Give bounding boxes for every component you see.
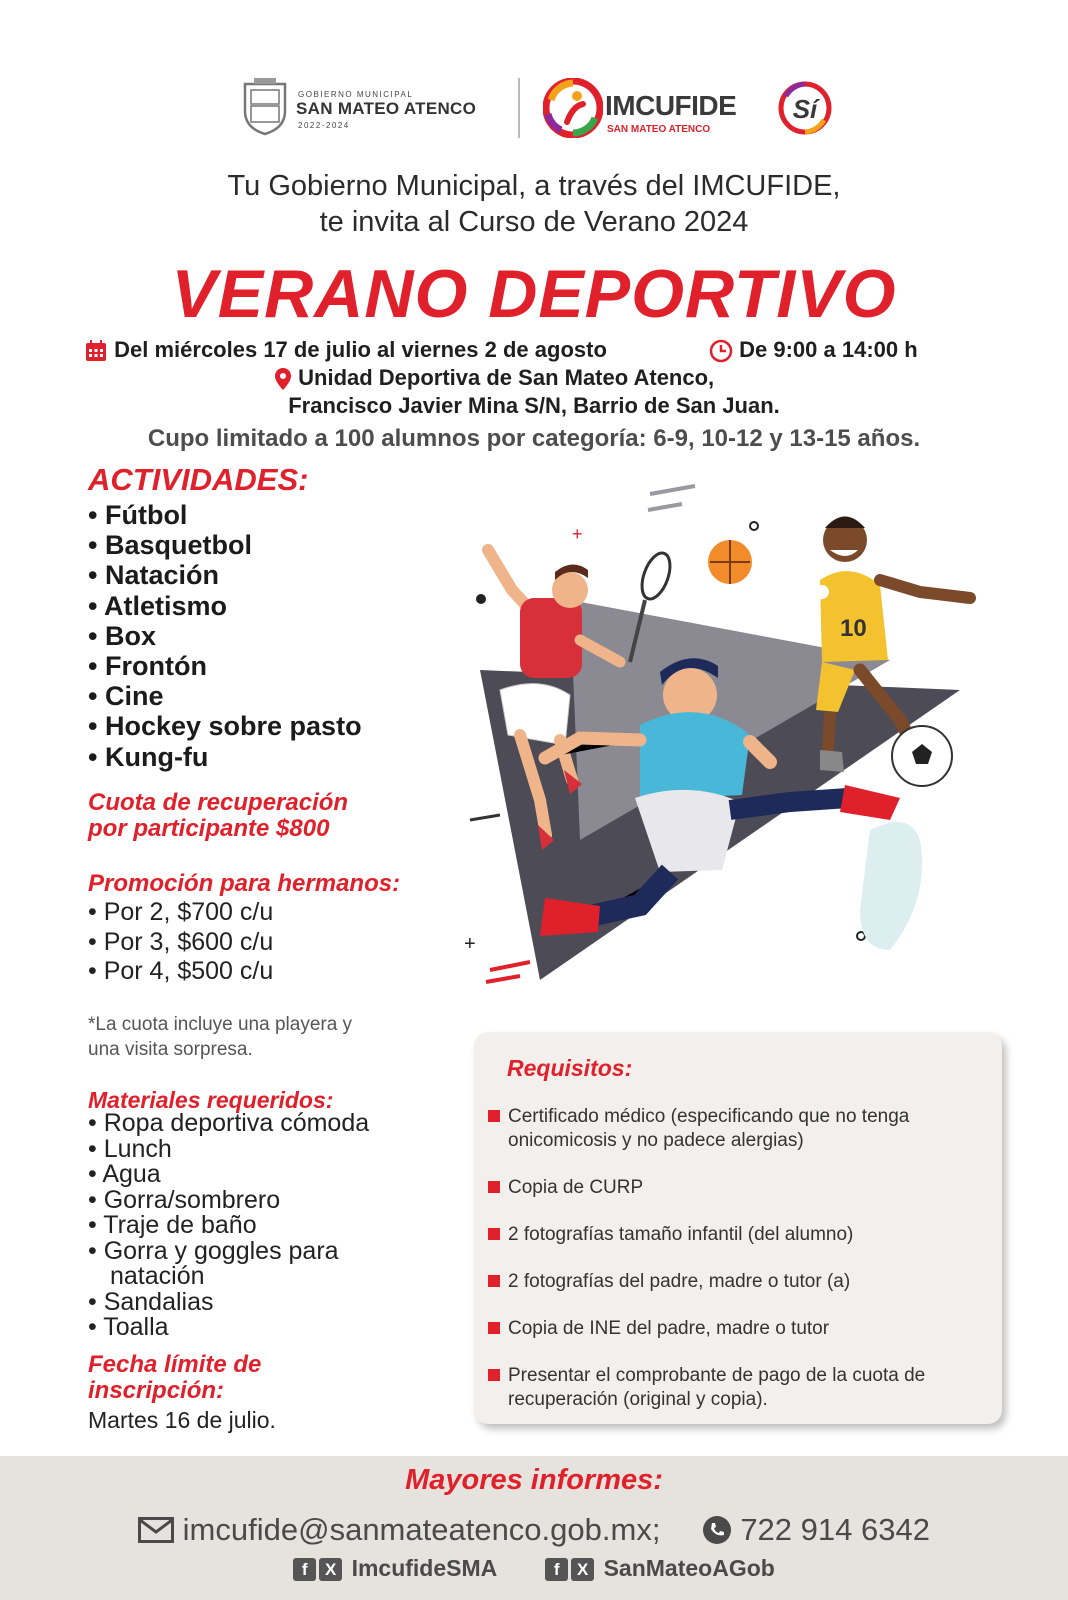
imcufide-logo [543,76,773,140]
contact-row [0,1510,1068,1548]
intro-text [0,168,1068,240]
event-hours-row [709,337,918,363]
list-item [488,1105,988,1153]
requirement-text: 2 fotografías del padre, madre o tutor (a) [508,1271,851,1292]
fee-text [88,790,348,842]
list-item [488,1223,988,1247]
footer-heading: Mayores informes: [405,1464,663,1496]
list-item [488,1176,988,1200]
promo-list [88,898,273,987]
social-row [0,1555,1068,1582]
list-item: • Cine [88,681,362,711]
list-item: • Ropa deportiva cómoda [88,1111,369,1137]
page-title: VERANO DEPORTIVO [171,256,897,332]
logo-divider [518,78,520,138]
fee-note-line-1: *La cuota incluye una playera y [88,1014,353,1035]
fee-line-2: por participante $800 [88,815,330,842]
list-item: • Natación [88,560,362,590]
list-item: • Box [88,621,362,651]
municipal-government-logo [240,76,500,138]
imcufide-wordmark: IMCUFIDE [605,90,737,121]
x-twitter-icon[interactable]: X [571,1558,594,1581]
bullet-square-icon [488,1228,500,1240]
list-item: • Por 3, $600 c/u [88,928,273,958]
requirement-text: Copia de CURP [508,1177,644,1198]
list-item: • Gorra/sombrero [88,1188,369,1214]
bullet-square-icon [488,1275,500,1287]
list-item: • Gorra y goggles para natación [88,1239,340,1290]
gov-name: SAN MATEO ATENCO [296,99,477,118]
activities-heading: ACTIVIDADES: [88,462,309,497]
event-venue: Unidad Deportiva de San Mateo Atenco, [298,365,715,390]
list-item: • Fútbol [88,500,362,530]
svg-text:+: + [572,524,583,544]
list-item: • Lunch [88,1137,369,1163]
gov-small-label: GOBIERNO MUNICIPAL [298,90,414,99]
fee-note [88,1012,448,1062]
x-twitter-icon[interactable]: X [319,1558,342,1581]
bullet-square-icon [488,1369,500,1381]
event-dates-row [84,337,607,363]
event-dates: Del miércoles 17 de julio al viernes 2 de agosto [114,337,607,362]
intro-line-1: Tu Gobierno Municipal, a través del IMCUFIDE, [227,170,841,202]
unidos-si-logo-icon [776,76,834,138]
facebook-icon[interactable]: f [293,1558,316,1581]
contact-email[interactable]: imcufide@sanmateatenco.gob.mx; [182,1511,661,1547]
event-venue-row [274,365,714,391]
coat-of-arms-icon [240,76,290,136]
svg-text:+: + [464,933,476,955]
list-item: • Por 2, $700 c/u [88,898,273,928]
bullet-square-icon [488,1181,500,1193]
requirements-heading: Requisitos: [507,1055,633,1081]
list-item: • Hockey sobre pasto [88,711,362,741]
list-item [488,1317,988,1341]
location-pin-icon [274,367,292,391]
activities-list [88,500,362,772]
fee-line-1: Cuota de recuperación [88,789,349,816]
list-item: • Traje de baño [88,1213,369,1239]
list-item: • Sandalias [88,1290,369,1316]
list-item: • Frontón [88,651,362,681]
list-item: • Kung-fu [88,742,362,772]
list-item: • Basquetbol [88,530,362,560]
requirement-text: Copia de INE del padre, madre o tutor [508,1318,830,1339]
social-handle-imcufide[interactable]: ImcufideSMA [351,1555,497,1581]
requirement-text: Presentar el comprobante de pago de la cuota de recuperación (original y copia). [508,1365,926,1410]
list-item: • Atletismo [88,591,362,621]
contact-phone[interactable]: 722 914 6342 [740,1511,930,1547]
facebook-icon[interactable]: f [545,1558,568,1581]
deadline-date: Martes 16 de julio. [88,1407,276,1433]
sports-players-illustration [460,480,1020,1020]
promo-heading: Promoción para hermanos: [88,870,401,897]
list-item [488,1270,988,1294]
clock-icon [709,339,733,363]
capacity-note: Cupo limitado a 100 alumnos por categoría: 6-9, 10-12 y 13-15 años. [147,425,921,452]
bullet-square-icon [488,1322,500,1334]
list-item: • Por 4, $500 c/u [88,957,273,987]
list-item: • Toalla [88,1315,369,1341]
calendar-icon [84,339,108,363]
svg-text:Sí: Sí [792,94,818,124]
intro-line-2: te invita al Curso de Verano 2024 [319,206,749,238]
deadline-heading-line-1: Fecha límite de [88,1351,262,1378]
materials-list [88,1111,369,1341]
imcufide-emblem-icon [543,78,603,138]
phone-icon [702,1515,732,1545]
requirements-list [488,1105,988,1435]
requirement-text: 2 fotografías tamaño infantil (del alumno) [508,1224,854,1245]
svg-text:10: 10 [840,615,867,642]
mail-icon [138,1517,174,1543]
deadline-heading [88,1352,261,1404]
event-hours: De 9:00 a 14:00 h [739,337,918,362]
fee-note-line-2: una visita sorpresa. [88,1039,253,1060]
gov-years: 2022-2024 [298,121,350,130]
event-address: Francisco Javier Mina S/N, Barrio de San Juan. [288,393,780,418]
list-item: • Agua [88,1162,369,1188]
bullet-square-icon [488,1110,500,1122]
imcufide-subtitle: SAN MATEO ATENCO [607,124,711,135]
materials-heading: Materiales requeridos: [88,1087,334,1113]
requirement-text: Certificado médico (especificando que no tenga onicomicosis y no padece alergias) [508,1106,910,1151]
social-handle-sanmateo[interactable]: SanMateoAGob [603,1555,775,1581]
deadline-heading-line-2: inscripción: [88,1377,225,1404]
list-item [488,1364,988,1412]
